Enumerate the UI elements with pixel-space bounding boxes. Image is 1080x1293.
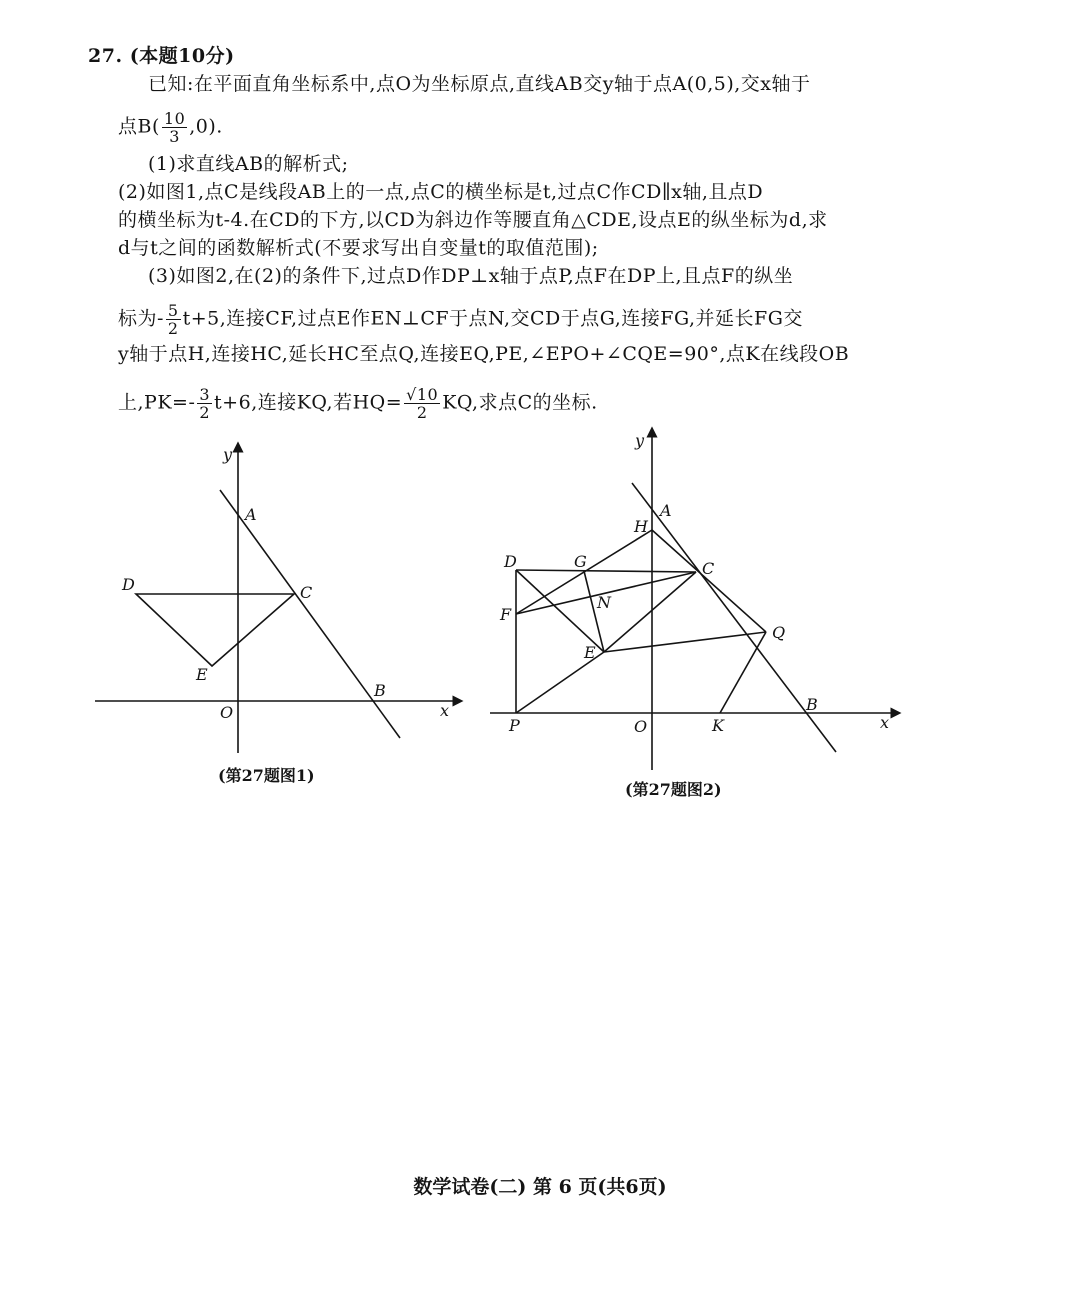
fig2-label-e: E xyxy=(584,643,596,662)
fig2-line-ab xyxy=(632,483,836,752)
problem-header xyxy=(88,44,235,68)
fig2-label-y: y xyxy=(635,431,645,450)
intro-text-post: ,0). xyxy=(189,115,223,138)
fig2-label-x: x xyxy=(880,713,890,732)
problem-intro-line-1: 已知:在平面直角坐标系中,点O为坐标原点,直线AB交y轴于点A(0,5),交x轴于 xyxy=(148,73,811,95)
fraction-denominator: 2 xyxy=(199,403,211,422)
fig1-line-ab xyxy=(220,490,400,738)
fraction-denominator: 2 xyxy=(416,403,428,422)
page-footer: 数学试卷(二) 第 6 页(共6页) xyxy=(413,1176,667,1198)
fig1-label-c: C xyxy=(300,583,313,602)
fig2-segment-cf xyxy=(516,572,696,614)
fig2-label-p: P xyxy=(509,716,520,735)
fraction-numerator-sqrt: √10 xyxy=(406,385,439,404)
fig1-label-d: D xyxy=(122,575,135,594)
fraction-denominator: 3 xyxy=(169,127,180,146)
fig2-label-f: F xyxy=(500,605,512,624)
fig2-segment-eq xyxy=(604,632,766,652)
fig2-label-c: C xyxy=(702,559,715,578)
fraction-pk xyxy=(197,386,212,421)
fig2-label-d: D xyxy=(504,552,517,571)
part3-line4-post: KQ,求点C的坐标. xyxy=(442,391,598,414)
fig2-segment-de xyxy=(516,570,604,652)
fig1-label-y: y xyxy=(223,445,233,464)
fig1-triangle-cde xyxy=(136,594,294,666)
fig2-segment-ce xyxy=(604,572,696,652)
figure-2-caption: (第27题图2) xyxy=(625,780,722,799)
fig2-segment-dc xyxy=(516,570,696,572)
fig1-label-b: B xyxy=(374,681,386,700)
problem-score: (本题10分) xyxy=(129,45,235,67)
fig2-label-k: K xyxy=(712,716,724,735)
part-2-line-3: d与t之间的函数解析式(不要求写出自变量t的取值范围); xyxy=(118,237,599,259)
fig1-label-a: A xyxy=(245,505,257,524)
part3-line4-mid: t+6,连接KQ,若HQ= xyxy=(214,391,403,414)
fraction-numerator: 3 xyxy=(199,385,211,404)
fig2-label-h: H xyxy=(634,517,648,536)
fraction-b-x xyxy=(162,110,187,145)
fraction-denominator: 2 xyxy=(167,319,179,338)
part3-line4-pre: 上,PK=- xyxy=(118,391,196,414)
part-3-line-1: (3)如图2,在(2)的条件下,过点D作DP⊥x轴于点P,点F在DP上,且点F的纵坐 xyxy=(148,265,794,287)
part-3-line-4 xyxy=(118,386,598,421)
fig2-segment-eg xyxy=(584,571,604,652)
part-2-line-2: 的横坐标为t-4.在CD的下方,以CD为斜边作等腰直角△CDE,设点E的纵坐标为d,求 xyxy=(118,209,828,231)
fig2-segment-kq xyxy=(720,632,766,713)
fraction-numerator: 5 xyxy=(167,301,179,320)
problem-intro-line-2 xyxy=(118,110,223,145)
fig2-segment-pe xyxy=(516,652,604,713)
fraction-numerator: 10 xyxy=(163,109,186,128)
part-1: (1)求直线AB的解析式; xyxy=(148,153,349,175)
fig1-label-x: x xyxy=(440,701,450,720)
fraction-f-y xyxy=(166,302,181,337)
problem-number: 27. xyxy=(88,45,123,67)
fig2-segment-hq xyxy=(652,530,766,632)
intro-text-pre: 点B( xyxy=(118,115,160,138)
part-2-line-1: (2)如图1,点C是线段AB上的一点,点C的横坐标是t,过点C作CD∥x轴,且点D xyxy=(118,181,764,203)
fraction-sqrt10 xyxy=(404,386,440,421)
part-3-line-2 xyxy=(118,302,803,337)
fig2-segment-fh xyxy=(516,530,652,614)
fig2-label-n: N xyxy=(597,593,611,612)
part3-text-post: t+5,连接CF,过点E作EN⊥CF于点N,交CD于点G,连接FG,并延长FG交 xyxy=(182,307,803,330)
figure-1-caption: (第27题图1) xyxy=(218,766,315,785)
part-3-line-3: y轴于点H,连接HC,延长HC至点Q,连接EQ,PE,∠EPO+∠CQE=90°,点K在线段OB xyxy=(118,343,850,365)
fig2-label-o: O xyxy=(634,717,648,736)
fig2-label-b: B xyxy=(806,695,818,714)
fig1-label-e: E xyxy=(196,665,208,684)
fig2-label-a: A xyxy=(660,501,672,520)
fig2-label-q: Q xyxy=(772,623,786,642)
fig1-label-o: O xyxy=(220,703,234,722)
fig2-label-g: G xyxy=(574,552,587,571)
part3-text-pre: 标为- xyxy=(118,307,164,330)
